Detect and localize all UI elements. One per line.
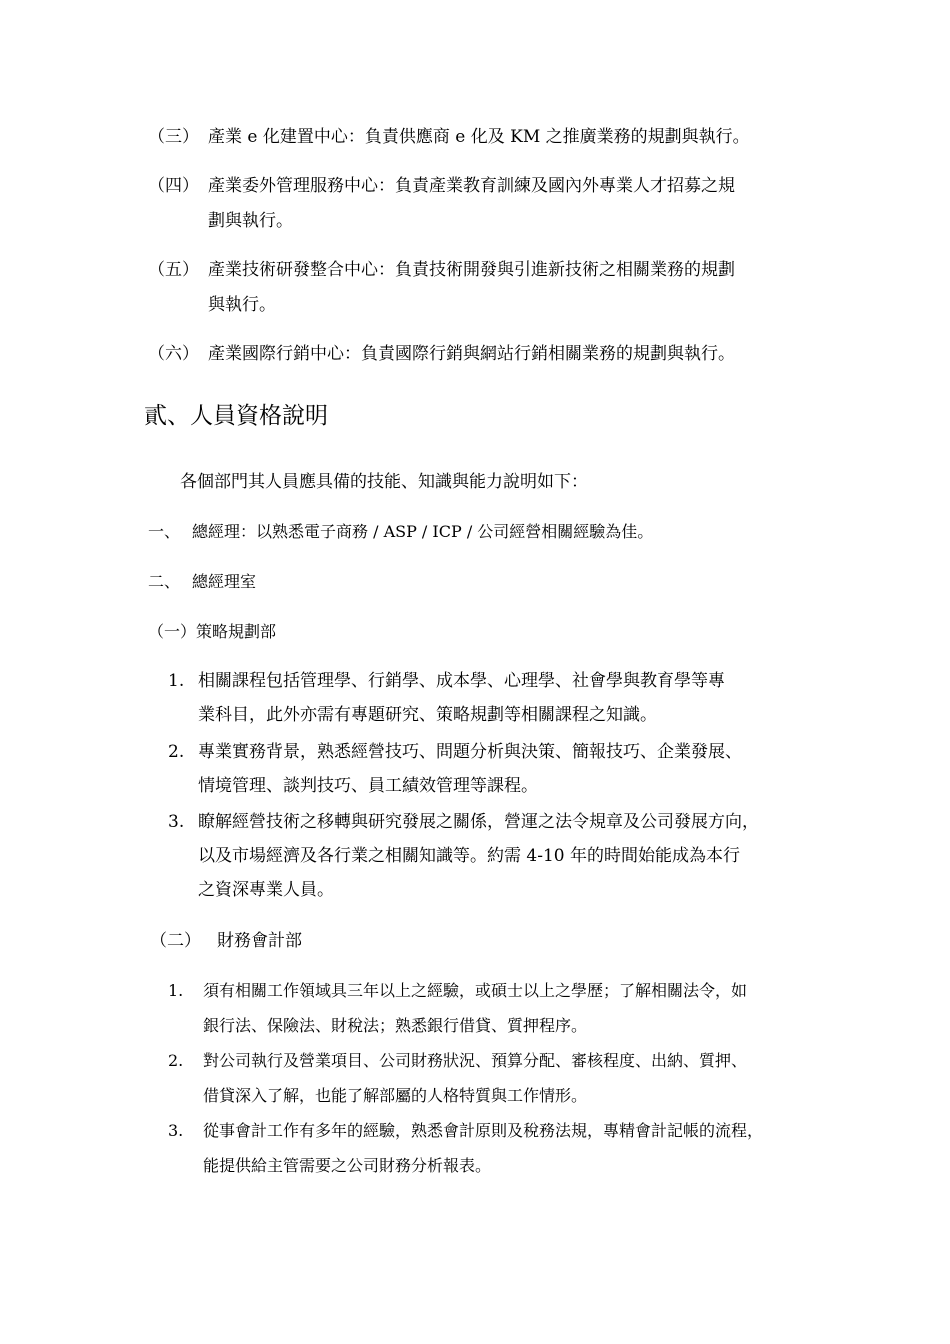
item-text: 之資深專業人員。 xyxy=(198,880,334,900)
item-text: 情境管理、談判技巧、員工績效管理等課程。 xyxy=(198,776,538,796)
intro-text: 各個部門其人員應具備的技能、知識與能力說明如下： xyxy=(180,472,588,492)
list-item-text: 產業技術研發整合中心：負責技術開發與引進新技術之相關業務的規劃 xyxy=(208,260,735,280)
list-marker: （六） xyxy=(148,344,199,364)
item-text: 對公司執行及營業項目、公司財務狀況、預算分配、審核程度、出納、質押、 xyxy=(203,1051,748,1070)
list-marker: 一、 xyxy=(148,522,181,541)
item-text: 須有相關工作領域具三年以上之經驗，或碩士以上之學歷；了解相關法令，如 xyxy=(203,981,748,1000)
item-number: 2. xyxy=(168,1051,184,1070)
list-marker: （五） xyxy=(148,260,199,280)
list-item-text: 產業 e 化建置中心：負責供應商 e 化及 KM 之推廣業務的規劃與執行。 xyxy=(208,127,750,147)
section-heading: 貳、人員資格說明 xyxy=(144,403,328,429)
item-text: 從事會計工作有多年的經驗，熟悉會計原則及稅務法規，專精會計記帳的流程， xyxy=(203,1121,764,1140)
item-text: 瞭解經營技術之移轉與研究發展之關係，營運之法令規章及公司發展方向， xyxy=(198,812,759,832)
list-marker: （二） xyxy=(150,931,201,951)
list-marker: 二、 xyxy=(148,572,181,591)
item-text: 能提供給主管需要之公司財務分析報表。 xyxy=(203,1156,492,1175)
list-item-text: 劃與執行。 xyxy=(208,211,293,231)
item-text: 銀行法、保險法、財稅法；熟悉銀行借貸、質押程序。 xyxy=(203,1016,588,1035)
item-number: 1. xyxy=(168,981,184,1000)
list-item-text: 與執行。 xyxy=(208,295,276,315)
list-item-text: 產業委外管理服務中心：負責產業教育訓練及國內外專業人才招募之規 xyxy=(208,176,735,196)
item-number: 3. xyxy=(168,812,185,832)
item-text: 以及市場經濟及各行業之相關知識等。約需 4-10 年的時間始能成為本行 xyxy=(198,846,740,866)
list-marker: （四） xyxy=(148,176,199,196)
item-text: 借貸深入了解，也能了解部屬的人格特質與工作情形。 xyxy=(203,1086,588,1105)
subsection-heading: （一）策略規劃部 xyxy=(148,622,277,641)
list-item-text: 產業國際行銷中心：負責國際行銷與網站行銷相關業務的規劃與執行。 xyxy=(208,344,735,364)
item-text: 專業實務背景，熟悉經營技巧、問題分析與決策、簡報技巧、企業發展、 xyxy=(198,742,742,762)
subsection-heading: 財務會計部 xyxy=(217,931,302,951)
item-number: 1. xyxy=(168,671,185,691)
list-item-text: 總經理：以熟悉電子商務 / ASP / ICP / 公司經營相關經驗為佳。 xyxy=(192,522,654,541)
item-text: 業科目，此外亦需有專題研究、策略規劃等相關課程之知識。 xyxy=(198,705,657,725)
list-marker: （三） xyxy=(148,127,199,147)
item-number: 2. xyxy=(168,742,185,762)
list-item-text: 總經理室 xyxy=(192,572,257,591)
item-text: 相關課程包括管理學、行銷學、成本學、心理學、社會學與教育學等專 xyxy=(198,671,725,691)
item-number: 3. xyxy=(168,1121,184,1140)
